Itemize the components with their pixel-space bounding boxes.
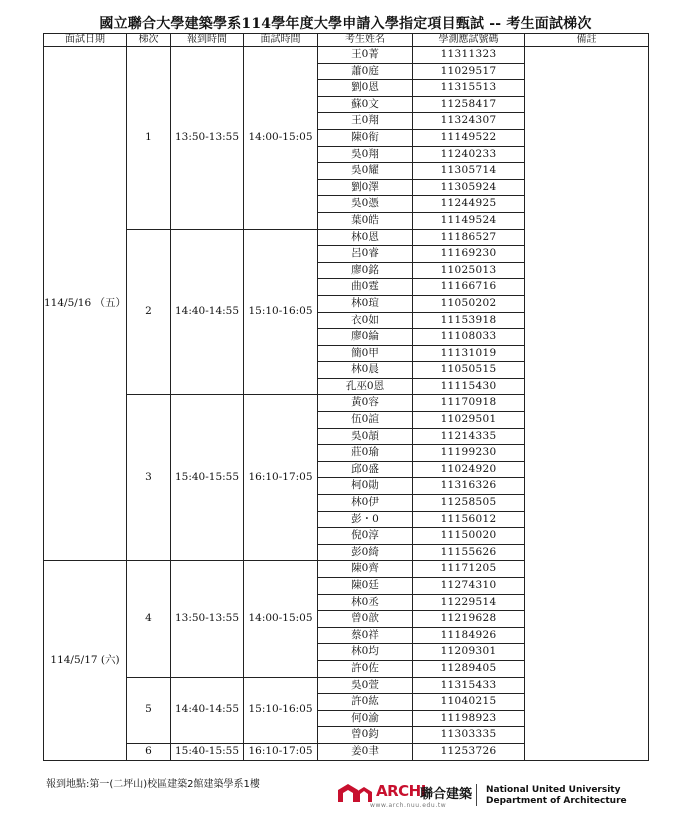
exam-id-cell: 11149524 — [413, 212, 525, 229]
exam-id-cell: 11305714 — [413, 163, 525, 180]
logo-chinese-text: 聯合建築 — [420, 787, 473, 802]
exam-id-cell: 11050202 — [413, 295, 525, 312]
interview-time-cell: 14:00-15:05 — [244, 561, 318, 677]
exam-id-cell: 11029517 — [413, 63, 525, 80]
exam-id-cell: 11240233 — [413, 146, 525, 163]
student-name-cell: 林0均 — [318, 644, 413, 661]
department-logo — [336, 782, 636, 812]
student-name-cell: 黃0容 — [318, 395, 413, 412]
exam-id-cell: 11186527 — [413, 229, 525, 246]
student-name-cell: 吳0頡 — [318, 428, 413, 445]
archi-logo-icon — [336, 782, 376, 804]
student-name-cell: 陳0廷 — [318, 578, 413, 595]
note-cell — [525, 47, 649, 761]
student-name-cell: 陳0衔 — [318, 129, 413, 146]
report-time-cell: 14:40-14:55 — [171, 677, 244, 743]
batch-number-cell: 2 — [127, 229, 171, 395]
exam-id-cell: 11258417 — [413, 96, 525, 113]
interview-date-cell: 114/5/16 （五） — [44, 47, 127, 561]
exam-id-cell: 11184926 — [413, 627, 525, 644]
interview-schedule-table — [43, 33, 649, 761]
report-location: 報到地點:第一(二坪山)校區建築2館建築學系1樓 — [46, 779, 260, 790]
report-time-cell: 15:40-15:55 — [171, 395, 244, 561]
exam-id-cell: 11315513 — [413, 80, 525, 97]
exam-id-cell: 11108033 — [413, 329, 525, 346]
batch-number-cell: 5 — [127, 677, 171, 743]
header-student-name: 考生姓名 — [318, 34, 413, 47]
report-time-cell: 14:40-14:55 — [171, 229, 244, 395]
table-row — [44, 47, 649, 64]
interview-time-cell: 16:10-17:05 — [244, 743, 318, 760]
student-name-cell: 伍0諠 — [318, 412, 413, 429]
student-name-cell: 劉0澤 — [318, 179, 413, 196]
student-name-cell: 何0渝 — [318, 710, 413, 727]
student-name-cell: 林0瑄 — [318, 295, 413, 312]
report-time-cell: 13:50-13:55 — [171, 47, 244, 230]
logo-archi-text: ARCHI — [376, 782, 426, 800]
student-name-cell: 曾0鈞 — [318, 727, 413, 744]
student-name-cell: 吳0萱 — [318, 677, 413, 694]
student-name-cell: 曾0歆 — [318, 611, 413, 628]
exam-id-cell: 11324307 — [413, 113, 525, 130]
student-name-cell: 林0晨 — [318, 362, 413, 379]
student-name-cell: 王0菁 — [318, 47, 413, 64]
student-name-cell: 莊0瑜 — [318, 445, 413, 462]
exam-id-cell: 11169230 — [413, 246, 525, 263]
exam-id-cell: 11155626 — [413, 544, 525, 561]
exam-id-cell: 11029501 — [413, 412, 525, 429]
student-name-cell: 姜0聿 — [318, 743, 413, 760]
student-name-cell: 蕭0庭 — [318, 63, 413, 80]
student-name-cell: 許0佐 — [318, 660, 413, 677]
exam-id-cell: 11253726 — [413, 743, 525, 760]
interview-date-cell: 114/5/17 (六) — [44, 561, 127, 760]
student-name-cell: 林0伊 — [318, 495, 413, 512]
interview-time-cell: 15:10-16:05 — [244, 677, 318, 743]
exam-id-cell: 11274310 — [413, 578, 525, 595]
batch-number-cell: 4 — [127, 561, 171, 677]
exam-id-cell: 11153918 — [413, 312, 525, 329]
exam-id-cell: 11303335 — [413, 727, 525, 744]
student-name-cell: 吳0翔 — [318, 146, 413, 163]
student-name-cell: 吳0耀 — [318, 163, 413, 180]
exam-id-cell: 11115430 — [413, 378, 525, 395]
student-name-cell: 林0恩 — [318, 229, 413, 246]
exam-id-cell: 11209301 — [413, 644, 525, 661]
header-note: 備註 — [525, 34, 649, 47]
student-name-cell: 葉0皓 — [318, 212, 413, 229]
exam-id-cell: 11171205 — [413, 561, 525, 578]
student-name-cell: 林0丞 — [318, 594, 413, 611]
student-name-cell: 廖0銘 — [318, 262, 413, 279]
interview-time-cell: 14:00-15:05 — [244, 47, 318, 230]
exam-id-cell: 11316326 — [413, 478, 525, 495]
student-name-cell: 曲0霆 — [318, 279, 413, 296]
exam-id-cell: 11229514 — [413, 594, 525, 611]
exam-id-cell: 11156012 — [413, 511, 525, 528]
exam-id-cell: 11199230 — [413, 445, 525, 462]
exam-id-cell: 11024920 — [413, 461, 525, 478]
student-name-cell: 劉0恩 — [318, 80, 413, 97]
exam-id-cell: 11305924 — [413, 179, 525, 196]
logo-department-name: Department of Architecture — [486, 796, 627, 806]
exam-id-cell: 11150020 — [413, 528, 525, 545]
student-name-cell: 蔡0祥 — [318, 627, 413, 644]
table-header-row — [44, 34, 649, 47]
exam-id-cell: 11166716 — [413, 279, 525, 296]
header-report-time: 報到時間 — [171, 34, 244, 47]
student-name-cell: 吳0憑 — [318, 196, 413, 213]
exam-id-cell: 11244925 — [413, 196, 525, 213]
exam-id-cell: 11025013 — [413, 262, 525, 279]
exam-id-cell: 11050515 — [413, 362, 525, 379]
batch-number-cell: 3 — [127, 395, 171, 561]
student-name-cell: 呂0睿 — [318, 246, 413, 263]
student-name-cell: 孔巫0恩 — [318, 378, 413, 395]
logo-divider — [476, 784, 477, 806]
exam-id-cell: 11198923 — [413, 710, 525, 727]
exam-id-cell: 11170918 — [413, 395, 525, 412]
exam-id-cell: 11149522 — [413, 129, 525, 146]
batch-number-cell: 6 — [127, 743, 171, 760]
logo-url: www.arch.nuu.edu.tw — [370, 802, 447, 809]
report-time-cell: 15:40-15:55 — [171, 743, 244, 760]
exam-id-cell: 11258505 — [413, 495, 525, 512]
exam-id-cell: 11311323 — [413, 47, 525, 64]
interview-time-cell: 16:10-17:05 — [244, 395, 318, 561]
student-name-cell: 彭・0 — [318, 511, 413, 528]
student-name-cell: 彭0綺 — [318, 544, 413, 561]
batch-number-cell: 1 — [127, 47, 171, 230]
student-name-cell: 廖0綸 — [318, 329, 413, 346]
student-name-cell: 衣0如 — [318, 312, 413, 329]
page-title: 國立聯合大學建築學系114學年度大學申請入學指定項目甄試 -- 考生面試梯次 — [99, 16, 592, 32]
report-time-cell: 13:50-13:55 — [171, 561, 244, 677]
header-interview-time: 面試時間 — [244, 34, 318, 47]
exam-id-cell: 11214335 — [413, 428, 525, 445]
student-name-cell: 蘇0文 — [318, 96, 413, 113]
table-body — [44, 47, 649, 761]
student-name-cell: 許0紘 — [318, 694, 413, 711]
exam-id-cell: 11040215 — [413, 694, 525, 711]
student-name-cell: 柯0勛 — [318, 478, 413, 495]
exam-id-cell: 11131019 — [413, 345, 525, 362]
student-name-cell: 邱0盛 — [318, 461, 413, 478]
header-batch: 梯次 — [127, 34, 171, 47]
interview-time-cell: 15:10-16:05 — [244, 229, 318, 395]
exam-id-cell: 11289405 — [413, 660, 525, 677]
student-name-cell: 簡0甲 — [318, 345, 413, 362]
header-date: 面試日期 — [44, 34, 127, 47]
student-name-cell: 倪0淳 — [318, 528, 413, 545]
student-name-cell: 陳0齊 — [318, 561, 413, 578]
student-name-cell: 王0翔 — [318, 113, 413, 130]
logo-university-name: National United University — [486, 785, 621, 795]
exam-id-cell: 11219628 — [413, 611, 525, 628]
exam-id-cell: 11315433 — [413, 677, 525, 694]
header-exam-id: 學測應試號碼 — [413, 34, 525, 47]
